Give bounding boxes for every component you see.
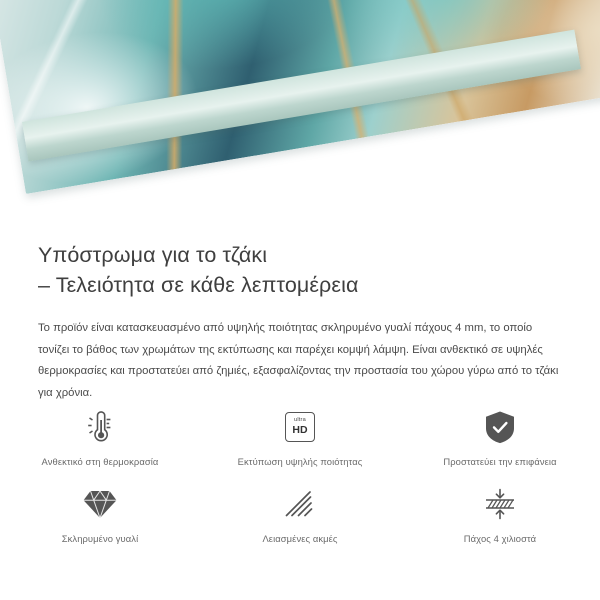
hero-image-inner <box>0 0 600 228</box>
thermometer-icon <box>83 404 117 450</box>
feature-item-thickness <box>400 481 600 544</box>
feature-label: Εκτύπωση υψηλής ποιότητας <box>237 456 363 467</box>
feature-item-tempered-glass <box>0 481 200 544</box>
page-title <box>38 228 562 300</box>
page-title-line-1: Υπόστρωμα για το τζάκι <box>38 243 268 267</box>
ultra-hd-icon <box>285 404 315 450</box>
polished-edges-icon <box>283 481 317 527</box>
feature-item-temperature <box>0 404 200 467</box>
feature-item-print-quality <box>200 404 400 467</box>
feature-grid <box>0 404 600 544</box>
feature-label: Λειασμένες ακμές <box>262 533 338 544</box>
feature-label: Πάχος 4 χιλιοστά <box>463 533 537 544</box>
feature-label: Προστατεύει την επιφάνεια <box>443 456 557 467</box>
ultra-hd-badge-top: ultra <box>294 417 306 424</box>
thickness-arrows-icon <box>481 481 519 527</box>
feature-item-polished-edges <box>200 481 400 544</box>
shield-check-icon <box>484 404 516 450</box>
product-description: Το προϊόν είναι κατασκευασμένο από υψηλής ποιότητας σκληρυμένο γυαλί πάχους 4 mm, το οποίο τονίζει το βάθος των χρωμάτων της εκτύπωσης και παρέχει κομψή λάμψη. Είναι ανθεκτικό σε υψηλές θερμοκρασίες και προστατεύει από ζημιές, εξασφαλίζοντας την προστασία του χώρου γύρω από το τζάκι για χρόνια. <box>38 322 559 399</box>
feature-label: Σκληρυμένο γυαλί <box>61 533 139 544</box>
feature-item-surface-protection <box>400 404 600 467</box>
feature-label: Ανθεκτικό στη θερμοκρασία <box>41 456 159 467</box>
hero-image <box>0 0 600 228</box>
ultra-hd-badge-bottom: HD <box>292 424 308 437</box>
diamond-icon <box>82 481 118 527</box>
text-content <box>0 228 600 404</box>
page-title-line-2: – Τελειότητα σε κάθε λεπτομέρεια <box>38 273 359 297</box>
